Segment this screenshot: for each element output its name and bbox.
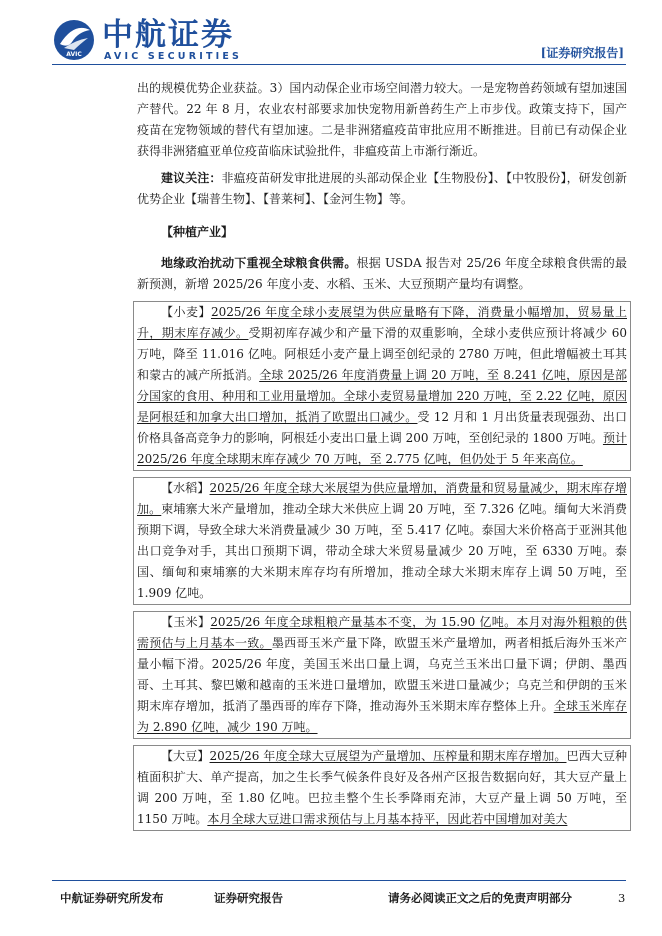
soy-paragraph xyxy=(133,745,631,831)
advice-paragraph xyxy=(137,168,627,210)
soy-import-demand: 本月全球大豆进口需求预估与上月基本持平，因此若中国增加对美大 xyxy=(207,812,568,826)
wheat-paragraph xyxy=(133,301,631,471)
logo-english-name: AVIC SECURITIES xyxy=(104,51,243,62)
corn-outlook: 2025/26 年度全球粗粮产量基本不变，为 15.90 亿吨。本月对海外粗粮的供需预估与上月基本一致。 xyxy=(137,615,627,650)
avic-logo-icon xyxy=(52,18,96,62)
footer-publisher: 中航证券研究所发布 xyxy=(60,891,164,905)
section-title-planting: 【种植产业】 xyxy=(161,225,234,239)
page-header xyxy=(0,0,662,70)
soy-outlook: 2025/26 年度全球大豆展望为产量增加、压榨量和期末库存增加。 xyxy=(209,749,567,763)
wheat-argentina-export: 受 12 月和 1 月出货量表现强劲、出口价格具备高竞争力的影响，阿根廷小麦出口量上调 200 万吨，至创纪录的 1800 万吨。 xyxy=(137,410,627,445)
logo-chinese-name: 中航证券 xyxy=(102,17,234,53)
page-number: 3 xyxy=(618,891,626,905)
rice-tag: 【水稻】 xyxy=(161,481,210,495)
footer-disclaimer-note: 请务必阅读正文之后的免责声明部分 xyxy=(388,891,572,905)
report-type-tag: [证券研究报告] xyxy=(540,46,624,60)
soy-tag: 【大豆】 xyxy=(161,749,210,763)
footer-report-type: 证券研究报告 xyxy=(214,891,283,905)
corn-stock: 全球玉米库存为 2.890 亿吨，减少 190 万吨。 xyxy=(137,699,627,734)
planting-lead-text: 根据 USDA 报告对 25/26 年度全球粮食供需的最新预测，新增 2025/26 年度小麦、水稻、玉米、大豆预期产量均有调整。 xyxy=(137,256,627,291)
report-body xyxy=(137,78,627,831)
advice-label: 建议关注： xyxy=(161,171,222,185)
rice-details: 柬埔寨大米产量增加，推动全球大米供应上调 20 万吨，至 7.326 亿吨。缅甸大米消费预期下调，导致全球大米消费量减少 30 万吨，至 5.417 亿吨。泰国大米价格高于亚洲其他出口竞争对手，其出口预期下调，带动全球大米贸易量减少 20 万吨，至 6330 万吨。泰国、缅甸和柬埔寨的大米期末库存均有所增加，推动全球大米期末库存上调 50 万吨，至 1.909 亿吨。 xyxy=(137,502,627,600)
corn-paragraph xyxy=(133,611,631,739)
footer-divider xyxy=(52,880,626,881)
wheat-outlook: 2025/26 年度全球小麦展望为供应量略有下降，消费量小幅增加，贸易量上升，期末库存减少。 xyxy=(137,305,627,340)
wheat-tag: 【小麦】 xyxy=(161,305,211,319)
planting-lead-paragraph xyxy=(137,253,627,295)
wheat-consumption-trade: 全球 2025/26 年度消费量上调 20 万吨，至 8.241 亿吨，原因是部分国家的食用、种用和工业用量增加。全球小麦贸易量增加 220 万吨，至 2.22 亿吨，原因是阿根廷和加拿大出口增加，抵消了欧盟出口减少。 xyxy=(137,368,627,424)
rice-outlook: 2025/26 年度全球大米展望为供应量增加，消费量和贸易量减少，期末库存增加。 xyxy=(137,481,627,516)
planting-lead-bold: 地缘政治扰动下重视全球粮食供需。 xyxy=(161,256,357,270)
corn-tag: 【玉米】 xyxy=(161,615,211,629)
corn-details: 墨西哥玉米产量下降，欧盟玉米产量增加，两者相抵后海外玉米产量小幅下滑。2025/26 年度，美国玉米出口量上调，乌克兰玉米出口量下调；伊朗、墨西哥、土耳其、黎巴嫩和越南的玉米进口量增加，欧盟玉米进口量减少；乌克兰和伊朗的玉米期末库存增加，抵消了墨西哥的库存下降，推动海外玉米期末库存整体上升。 xyxy=(137,636,627,713)
wheat-supply: 受期初库存减少和产量下滑的双重影响，全球小麦供应预计将减少 60 万吨，降至 11.016 亿吨。阿根廷小麦产量上调至创纪录的 2780 万吨，但此增幅被土耳其和蒙古的减产所抵消。 xyxy=(137,326,627,382)
logo-mark-text: AVIC xyxy=(66,51,82,58)
advice-text: 非瘟疫苗研发审批进展的头部动保企业【生物股份】、【中牧股份】，研发创新优势企业【瑞普生物】、【普莱柯】、【金河生物】等。 xyxy=(137,171,627,206)
soy-details: 巴西大豆种植面积扩大、单产提高，加之生长季气候条件良好及各州产区报告数据向好，其大豆产量上调 200 万吨，至 1.80 亿吨。巴拉圭整个生长季降雨充沛，大豆产量上调 50 万吨，至 1150 万吨。 xyxy=(137,749,627,826)
header-divider xyxy=(52,64,626,65)
rice-paragraph xyxy=(133,477,631,605)
company-logo xyxy=(52,18,312,64)
intro-paragraph: 出的规模优势企业获益。3）国内动保企业市场空间潜力较大。一是宠物兽药领域有望加速国产替代。22 年 8 月，农业农村部要求加快宠物用新兽药生产上市步伐。政策支持下，国产疫苗在宠物领域的替代有望加速。二是非洲猪瘟疫苗审批应用不断推进。目前已有动保企业获得非洲猪瘟亚单位疫苗临床试验批件，非瘟疫苗上市渐行渐近。 xyxy=(137,81,627,158)
wheat-ending-stock: 预计 2025/26 年度全球期末库存减少 70 万吨，至 2.775 亿吨，但仍处于 5 年来高位。 xyxy=(137,431,627,466)
